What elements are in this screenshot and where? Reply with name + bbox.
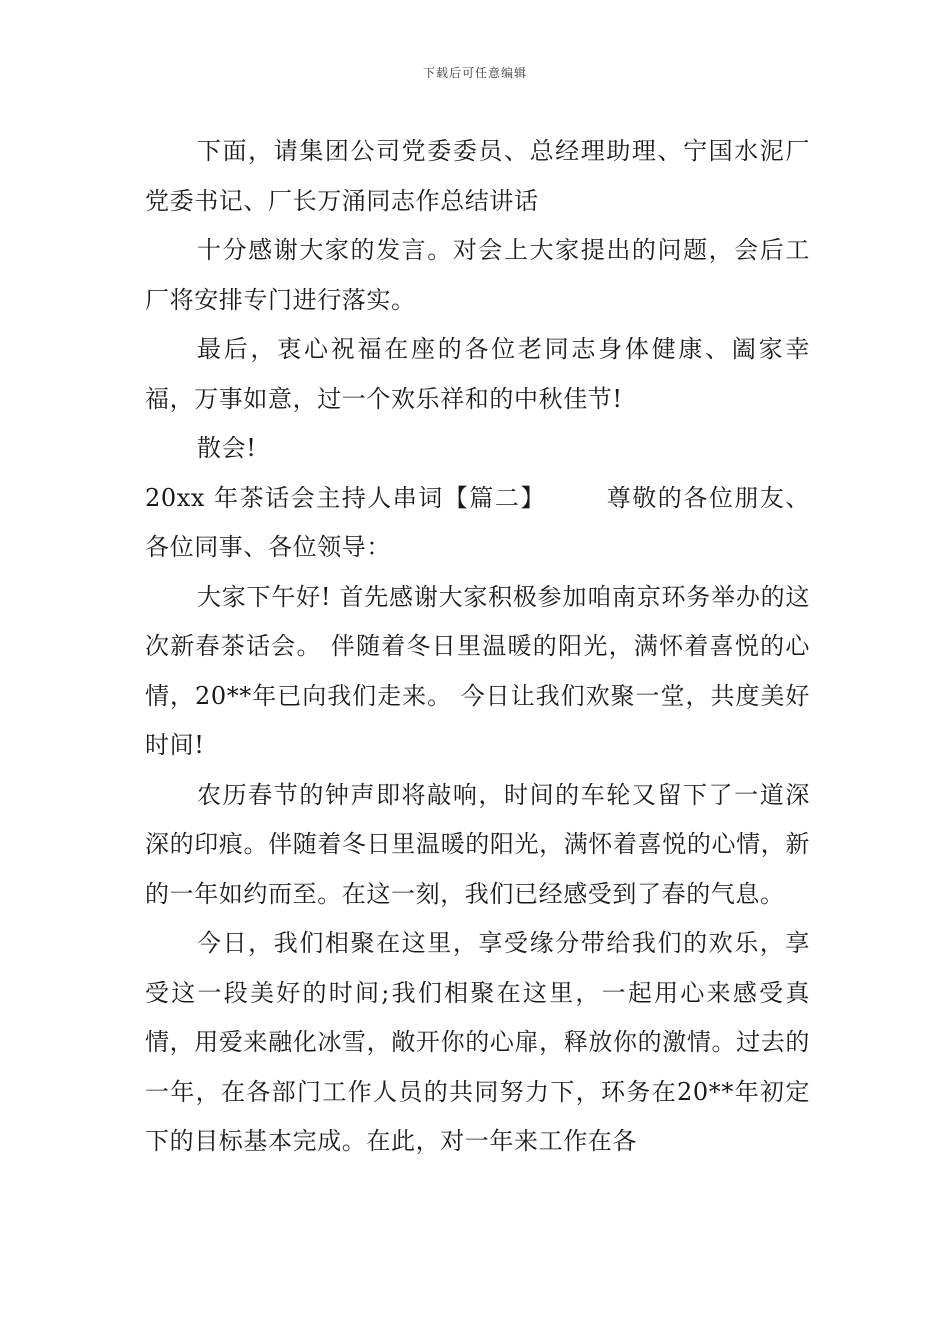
paragraph-spring-festival: 农历春节的钟声即将敲响，时间的车轮又留下了一道深深的印痕。伴随着冬日里温暖的阳光，满怀着喜悦的心情，新的一年如约而至。在这一刻，我们已经感受到了春的气息。 bbox=[145, 780, 810, 908]
paragraph-thanks: 十分感谢大家的发言。对会上大家提出的问题，会后工厂将安排专门进行落实。 bbox=[145, 236, 810, 314]
section-heading-paragraph bbox=[145, 474, 810, 573]
paragraph-adjourn: 散会! bbox=[197, 434, 257, 462]
paragraph-welcome: 大家下午好! 首先感谢大家积极参加咱南京环务举办的这次新春茶话会。 伴随着冬日里温暖的阳光，满怀着喜悦的心情，20**年已向我们走来。 今日让我们欢聚一堂，共度美好时间! bbox=[145, 582, 810, 759]
page-header-note: 下载后可任意编辑 bbox=[422, 66, 527, 80]
paragraph-closing-speech: 下面，请集团公司党委委员、总经理助理、宁国水泥厂党委书记、厂长万涌同志作总结讲话 bbox=[145, 137, 810, 215]
section-heading: 20xx 年茶话会主持人串词【篇二】 bbox=[145, 483, 546, 512]
paragraph-gathering: 今日，我们相聚在这里，享受缘分带给我们的欢乐，享受这一段美好的时间;我们相聚在这里，一起用心来感受真情，用爱来融化冰雪，敞开你的心扉，释放你的激情。过去的一年，在各部门工作人员的共同努力下，环务在20**年初定下的目标基本完成。在此，对一年来工作在各 bbox=[145, 929, 810, 1155]
document-body bbox=[145, 127, 810, 1167]
paragraph-blessing: 最后，衷心祝福在座的各位老同志身体健康、阖家幸福，万事如意，过一个欢乐祥和的中秋佳节! bbox=[145, 335, 810, 413]
section-greeting: 尊敬的各位朋友、各位同事、各位领导： bbox=[145, 483, 810, 561]
